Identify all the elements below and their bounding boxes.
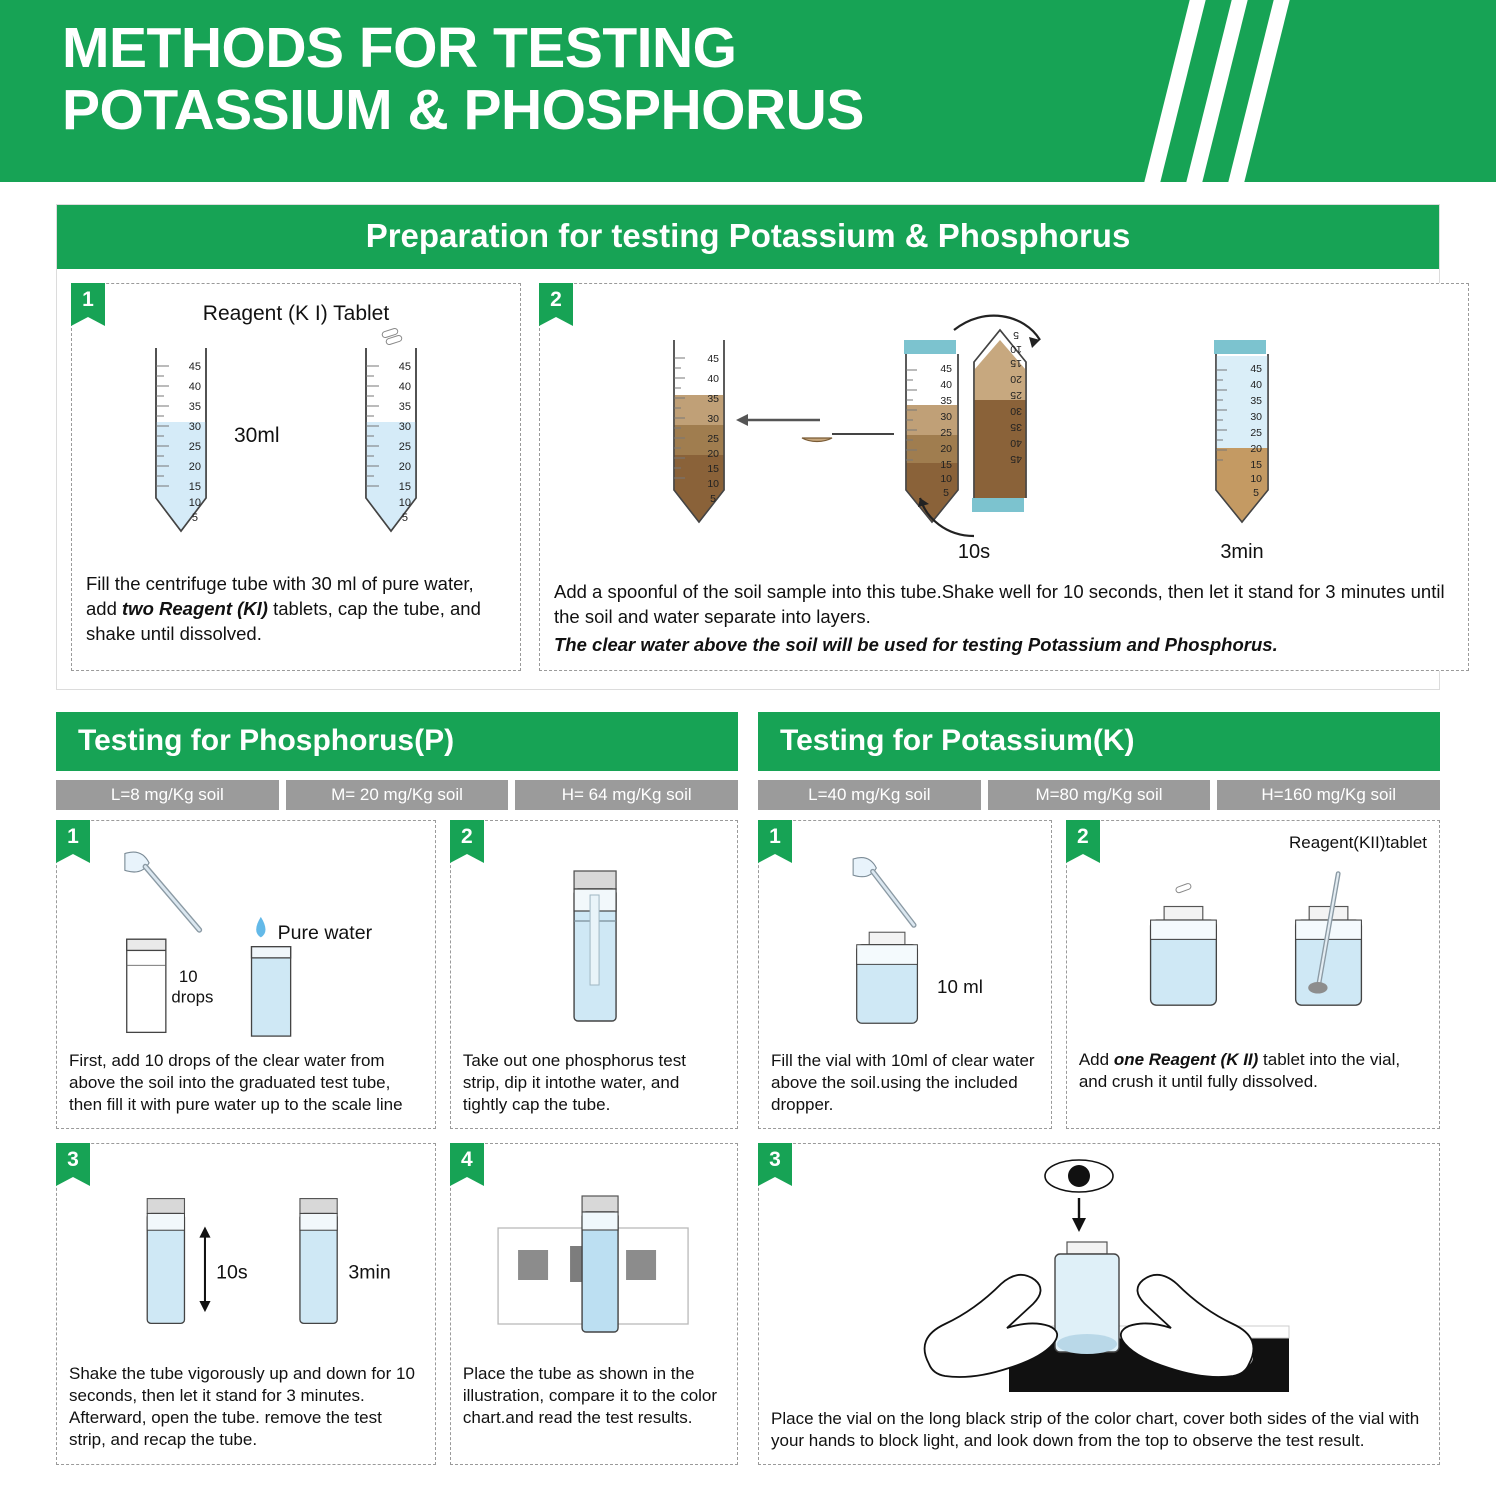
potassium-step-2-caption-a: Add [1078, 1049, 1114, 1069]
step-number-badge: 1 [758, 820, 792, 854]
reagent-tablet-label: Reagent (K I) Tablet [202, 302, 390, 325]
svg-text:15: 15 [940, 459, 952, 471]
potassium-step-1-caption: Fill the vial with 10ml of clear water above the soil.using the included dropper. [771, 1050, 1035, 1115]
svg-text:40: 40 [188, 381, 201, 393]
phosphorus-step-1 [56, 820, 436, 1129]
legend-item-medium: M= 20 mg/Kg soil [286, 780, 509, 810]
svg-text:20: 20 [707, 448, 719, 460]
svg-text:35: 35 [707, 393, 719, 405]
potassium-step-2 [1066, 820, 1440, 1129]
svg-text:30: 30 [940, 411, 952, 423]
phosphorus-step-2-illustration [463, 835, 725, 1050]
svg-text:10: 10 [707, 478, 719, 490]
svg-text:15: 15 [707, 463, 719, 475]
prep-step-2-caption-b: The clear water above the soil will be used for testing Potassium and Phosphorus. [554, 633, 1278, 655]
svg-text:40: 40 [398, 381, 411, 393]
potassium-title: Testing for Potassium(K) [758, 712, 1440, 771]
svg-text:5: 5 [943, 487, 949, 499]
svg-text:3min: 3min [1220, 541, 1264, 563]
svg-text:30: 30 [1250, 411, 1262, 423]
decorative-slashes [1156, 0, 1356, 182]
svg-text:30: 30 [1010, 405, 1022, 417]
svg-text:20: 20 [940, 443, 952, 455]
potassium-step-3-caption: Place the vial on the long black strip of the color chart, cover both sides of the vial with your hands to block light, and look down from the top to observe the test result. [771, 1409, 1420, 1451]
phosphorus-step-2-caption: Take out one phosphorus test strip, dip it intothe water, and tightly cap the tube. [462, 1050, 686, 1115]
svg-text:5: 5 [710, 493, 716, 505]
svg-text:15: 15 [1250, 459, 1262, 471]
svg-text:25: 25 [188, 441, 201, 453]
phosphorus-step-1-caption: First, add 10 drops of the clear water from above the soil into the graduated test tube, then fill it with pure water up to the scale line [69, 1050, 403, 1115]
svg-text:10: 10 [398, 497, 411, 509]
step-number-badge: 4 [450, 1143, 484, 1177]
svg-text:35: 35 [188, 401, 201, 413]
svg-text:25: 25 [1010, 389, 1022, 401]
svg-text:3min: 3min [348, 1261, 391, 1284]
potassium-step-2-caption [1079, 1049, 1427, 1093]
phosphorus-step-3-illustration [69, 1158, 423, 1363]
prep-step-1 [71, 283, 521, 671]
prep-step-1-caption [86, 572, 506, 647]
svg-text:10: 10 [1010, 343, 1022, 355]
potassium-legend [758, 780, 1440, 810]
legend-item-high: H=160 mg/Kg soil [1217, 780, 1440, 810]
svg-text:40: 40 [707, 373, 719, 385]
svg-text:Pure water: Pure water [277, 922, 373, 945]
step-number-badge: 2 [539, 283, 573, 317]
page-title-line2: POTASSIUM & PHOSPHORUS [62, 77, 864, 142]
prep-step-1-caption-a: Fill the centrifuge tube with 30 ml of pure water, add [86, 573, 474, 619]
page-title-line1: METHODS FOR TESTING [62, 16, 737, 80]
svg-text:40: 40 [940, 379, 952, 391]
svg-text:25: 25 [1250, 427, 1262, 439]
phosphorus-step-3 [56, 1143, 436, 1464]
step-number-badge: 1 [71, 283, 105, 317]
svg-text:45: 45 [1250, 363, 1262, 375]
svg-text:20: 20 [1250, 443, 1262, 455]
svg-text:30: 30 [188, 421, 201, 433]
phosphorus-step-4 [450, 1143, 738, 1464]
legend-item-low: L=8 mg/Kg soil [56, 780, 279, 810]
prep-step-2-caption-a: Add a spoonful of the soil sample into this tube.Shake well for 10 seconds, then let it stand for 3 minutes until the soil and water separate into layers. [554, 581, 1445, 627]
prep-step-1-caption-b: two Reagent (KI) [122, 597, 268, 619]
phosphorus-step-3-caption: Shake the tube vigorously up and down for 10 seconds, then let it stand for 3 minutes. Afterward, open the tube. remove the test strip, and recap the tube. [69, 1364, 415, 1450]
svg-text:10: 10 [1250, 473, 1262, 485]
phosphorus-steps-row-2 [56, 1143, 738, 1464]
svg-text:10: 10 [178, 966, 198, 986]
prep-step-1-caption-c: tablets, cap the tube, and shake until dissolved. [86, 597, 481, 644]
potassium-step-2-illustration [1079, 853, 1427, 1049]
step-number-badge: 3 [758, 1143, 792, 1177]
svg-text:30: 30 [398, 421, 411, 433]
svg-text:40: 40 [1010, 437, 1022, 449]
svg-text:5: 5 [1013, 329, 1019, 341]
phosphorus-step-1-illustration [69, 835, 423, 1050]
potassium-step-2-caption-c: tablet into the vial, and crush it until fully dissolved. [1078, 1049, 1401, 1091]
svg-text:35: 35 [398, 401, 411, 413]
preparation-section [56, 204, 1445, 690]
svg-text:30: 30 [707, 413, 719, 425]
svg-text:35: 35 [940, 395, 952, 407]
prep-step-1-illustration [86, 326, 506, 562]
phosphorus-title: Testing for Phosphorus(P) [56, 712, 738, 771]
svg-text:45: 45 [707, 353, 719, 365]
svg-text:10 ml: 10 ml [937, 975, 983, 997]
svg-text:15: 15 [1010, 357, 1022, 369]
svg-text:45: 45 [188, 361, 201, 373]
svg-text:20: 20 [1010, 373, 1022, 385]
svg-text:45: 45 [398, 361, 411, 373]
svg-text:10s: 10s [216, 1261, 248, 1284]
legend-item-low: L=40 mg/Kg soil [758, 780, 981, 810]
svg-text:5: 5 [191, 512, 198, 524]
svg-text:10: 10 [188, 497, 201, 509]
step-number-badge: 1 [56, 820, 90, 854]
svg-text:10s: 10s [957, 541, 991, 563]
svg-text:20: 20 [188, 461, 201, 473]
prep-step-2 [539, 283, 1469, 671]
phosphorus-column [56, 712, 738, 1465]
phosphorus-step-4-caption: Place the tube as shown in the illustration, compare it to the color chart.and read the test results. [462, 1364, 718, 1428]
preparation-title: Preparation for testing Potassium & Phosphorus [57, 205, 1439, 269]
test-columns [56, 712, 1440, 1465]
svg-text:35: 35 [1010, 421, 1022, 433]
svg-text:drops: drops [171, 987, 214, 1007]
potassium-step-3 [758, 1143, 1440, 1465]
svg-text:25: 25 [398, 441, 411, 453]
potassium-step-1 [758, 820, 1052, 1129]
svg-text:5: 5 [1253, 487, 1259, 499]
reagent-kii-label: Reagent(KII)tablet [1289, 832, 1427, 852]
svg-text:15: 15 [188, 481, 201, 493]
svg-text:30ml: 30ml [234, 424, 280, 447]
potassium-step-1-illustration [771, 835, 1039, 1050]
svg-text:20: 20 [398, 461, 411, 473]
svg-text:40: 40 [1250, 379, 1262, 391]
potassium-column [758, 712, 1440, 1465]
step-number-badge: 2 [450, 820, 484, 854]
svg-text:45: 45 [940, 363, 952, 375]
page-header [0, 0, 1496, 182]
prep-step-2-illustration [554, 300, 1454, 570]
svg-text:25: 25 [707, 433, 719, 445]
phosphorus-step-4-illustration [463, 1158, 725, 1363]
svg-text:10: 10 [940, 473, 952, 485]
legend-item-medium: M=80 mg/Kg soil [988, 780, 1211, 810]
phosphorus-step-2 [450, 820, 738, 1129]
prep-step-2-caption [554, 580, 1454, 658]
svg-text:35: 35 [1250, 395, 1262, 407]
svg-text:45: 45 [1010, 453, 1022, 465]
svg-text:5: 5 [401, 512, 408, 524]
potassium-steps-row-1 [758, 820, 1440, 1129]
legend-item-high: H= 64 mg/Kg soil [515, 780, 738, 810]
svg-text:25: 25 [940, 427, 952, 439]
phosphorus-steps-row-1 [56, 820, 738, 1129]
potassium-step-3-illustration [771, 1158, 1427, 1408]
step-number-badge: 3 [56, 1143, 90, 1177]
step-number-badge: 2 [1066, 820, 1100, 854]
phosphorus-legend [56, 780, 738, 810]
svg-text:15: 15 [398, 481, 411, 493]
potassium-step-2-caption-b: one Reagent (K II) [1113, 1049, 1259, 1069]
